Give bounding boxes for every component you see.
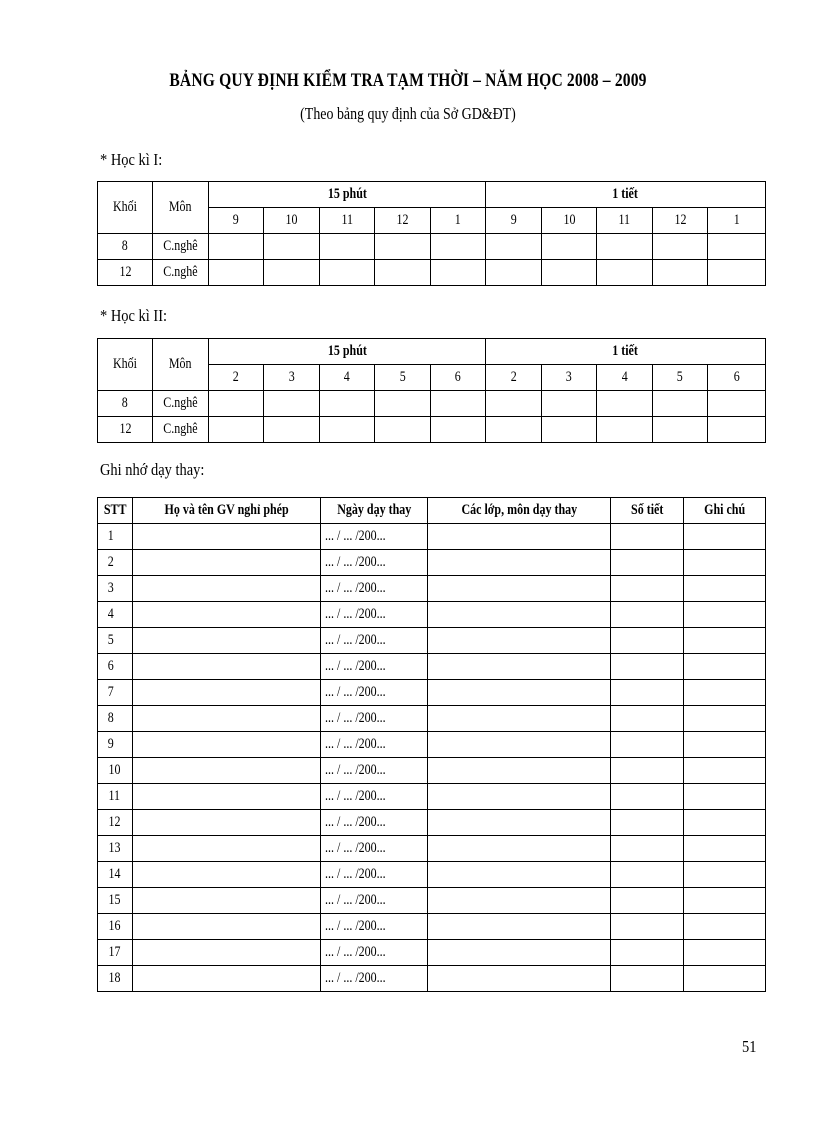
date-cell: ... / ... /200...	[321, 654, 428, 680]
table-row	[98, 966, 766, 992]
month-header: 9	[209, 208, 264, 234]
table-row	[98, 628, 766, 654]
teacher-name-cell	[133, 524, 321, 550]
semester2-table	[97, 338, 766, 443]
notes-cell	[684, 680, 766, 706]
col-khoi-header: Khối	[98, 182, 153, 234]
notes-cell	[684, 940, 766, 966]
page-title: BẢNG QUY ĐỊNH KIỂM TRA TẠM THỜI – NĂM HỌC 2008 – 2009	[169, 70, 647, 91]
month-header: 11	[320, 208, 375, 234]
table-row	[98, 862, 766, 888]
table-row	[98, 680, 766, 706]
notes-cell	[684, 576, 766, 602]
date-cell: ... / ... /200...	[321, 966, 428, 992]
stt-cell: 2	[98, 550, 133, 576]
table-row	[98, 706, 766, 732]
periods-cell	[611, 602, 684, 628]
notes-cell	[684, 836, 766, 862]
date-cell: ... / ... /200...	[321, 810, 428, 836]
classes-cell	[428, 784, 611, 810]
khoi-cell: 8	[98, 391, 153, 417]
classes-cell	[428, 914, 611, 940]
classes-cell	[428, 602, 611, 628]
mon-cell: C.nghê	[153, 417, 209, 443]
mon-cell: C.nghê	[153, 260, 209, 286]
month-header: 6	[431, 365, 486, 391]
classes-cell	[428, 732, 611, 758]
teacher-name-cell	[133, 836, 321, 862]
stt-cell: 15	[98, 888, 133, 914]
stt-cell: 9	[98, 732, 133, 758]
classes-cell	[428, 810, 611, 836]
month-header: 3	[264, 365, 320, 391]
stt-cell: 12	[98, 810, 133, 836]
stt-cell: 17	[98, 940, 133, 966]
table-row	[98, 784, 766, 810]
notes-cell	[684, 706, 766, 732]
periods-cell	[611, 576, 684, 602]
khoi-cell: 12	[98, 260, 153, 286]
group-15-phut-header: 15 phút	[209, 339, 486, 365]
group-1-tiet-header: 1 tiết	[486, 182, 766, 208]
stt-cell: 8	[98, 706, 133, 732]
table-row	[98, 758, 766, 784]
date-cell: ... / ... /200...	[321, 758, 428, 784]
month-header: 3	[542, 365, 597, 391]
periods-cell	[611, 940, 684, 966]
table-row	[98, 654, 766, 680]
classes-cell	[428, 654, 611, 680]
teacher-name-cell	[133, 784, 321, 810]
table-row	[98, 940, 766, 966]
periods-cell	[611, 784, 684, 810]
classes-cell	[428, 862, 611, 888]
col-classes-header: Các lớp, môn dạy thay	[428, 498, 611, 524]
notes-cell	[684, 758, 766, 784]
notes-cell	[684, 784, 766, 810]
month-header: 4	[320, 365, 375, 391]
notes-cell	[684, 966, 766, 992]
periods-cell	[611, 654, 684, 680]
date-cell: ... / ... /200...	[321, 836, 428, 862]
group-15-phut-header: 15 phút	[209, 182, 486, 208]
teacher-name-cell	[133, 706, 321, 732]
substitute-rows	[98, 524, 766, 992]
stt-cell: 14	[98, 862, 133, 888]
mon-cell: C.nghê	[153, 391, 209, 417]
substitute-table	[97, 497, 766, 992]
teacher-name-cell	[133, 732, 321, 758]
teacher-name-cell	[133, 966, 321, 992]
classes-cell	[428, 576, 611, 602]
khoi-cell: 8	[98, 234, 153, 260]
month-header: 6	[708, 365, 766, 391]
date-cell: ... / ... /200...	[321, 862, 428, 888]
date-cell: ... / ... /200...	[321, 628, 428, 654]
table-row	[98, 914, 766, 940]
classes-cell	[428, 524, 611, 550]
teacher-name-cell	[133, 862, 321, 888]
table-header-row	[98, 498, 766, 524]
classes-cell	[428, 628, 611, 654]
stt-cell: 5	[98, 628, 133, 654]
date-cell: ... / ... /200...	[321, 524, 428, 550]
semester2-heading: * Học kì II:	[100, 306, 168, 325]
teacher-name-cell	[133, 810, 321, 836]
page-number: 51	[742, 1037, 757, 1056]
teacher-name-cell	[133, 758, 321, 784]
khoi-cell: 12	[98, 417, 153, 443]
table-row	[98, 524, 766, 550]
month-header: 5	[375, 365, 431, 391]
stt-cell: 3	[98, 576, 133, 602]
col-date-header: Ngày dạy thay	[321, 498, 428, 524]
month-header: 5	[653, 365, 708, 391]
teacher-name-cell	[133, 940, 321, 966]
col-teacher-name-header: Họ và tên GV nghỉ phép	[133, 498, 321, 524]
month-header: 9	[486, 208, 542, 234]
semester1-table	[97, 181, 766, 286]
classes-cell	[428, 706, 611, 732]
month-header: 4	[597, 365, 653, 391]
periods-cell	[611, 732, 684, 758]
notes-cell	[684, 810, 766, 836]
teacher-name-cell	[133, 914, 321, 940]
month-header: 10	[542, 208, 597, 234]
teacher-name-cell	[133, 654, 321, 680]
periods-cell	[611, 706, 684, 732]
col-khoi-header: Khối	[98, 339, 153, 391]
month-header: 1	[431, 208, 486, 234]
month-header: 12	[375, 208, 431, 234]
month-header: 11	[597, 208, 653, 234]
notes-cell	[684, 732, 766, 758]
periods-cell	[611, 836, 684, 862]
date-cell: ... / ... /200...	[321, 914, 428, 940]
date-cell: ... / ... /200...	[321, 602, 428, 628]
table-row	[98, 576, 766, 602]
stt-cell: 11	[98, 784, 133, 810]
col-stt-header: STT	[98, 498, 133, 524]
periods-cell	[611, 628, 684, 654]
date-cell: ... / ... /200...	[321, 550, 428, 576]
periods-cell	[611, 524, 684, 550]
table-row	[98, 810, 766, 836]
col-mon-header: Môn	[153, 182, 209, 234]
date-cell: ... / ... /200...	[321, 706, 428, 732]
page-subtitle: (Theo bảng quy định của Sở GD&ĐT)	[300, 104, 516, 123]
classes-cell	[428, 940, 611, 966]
table-row	[98, 417, 766, 443]
table-row	[98, 732, 766, 758]
month-header: 12	[653, 208, 708, 234]
periods-cell	[611, 888, 684, 914]
month-header: 2	[486, 365, 542, 391]
stt-cell: 1	[98, 524, 133, 550]
stt-cell: 13	[98, 836, 133, 862]
month-header: 10	[264, 208, 320, 234]
mon-cell: C.nghê	[153, 234, 209, 260]
date-cell: ... / ... /200...	[321, 784, 428, 810]
table-row	[98, 602, 766, 628]
classes-cell	[428, 758, 611, 784]
month-header: 1	[708, 208, 766, 234]
classes-cell	[428, 550, 611, 576]
table-row	[98, 836, 766, 862]
notes-cell	[684, 888, 766, 914]
stt-cell: 4	[98, 602, 133, 628]
teacher-name-cell	[133, 576, 321, 602]
notes-cell	[684, 628, 766, 654]
notes-cell	[684, 524, 766, 550]
periods-cell	[611, 758, 684, 784]
col-mon-header: Môn	[153, 339, 209, 391]
date-cell: ... / ... /200...	[321, 576, 428, 602]
notes-cell	[684, 914, 766, 940]
teacher-name-cell	[133, 628, 321, 654]
teacher-name-cell	[133, 550, 321, 576]
month-header: 2	[209, 365, 264, 391]
stt-cell: 18	[98, 966, 133, 992]
stt-cell: 10	[98, 758, 133, 784]
notes-cell	[684, 602, 766, 628]
table-row	[98, 550, 766, 576]
semester1-heading: * Học kì I:	[100, 150, 163, 169]
table-row	[98, 888, 766, 914]
classes-cell	[428, 966, 611, 992]
periods-cell	[611, 550, 684, 576]
group-1-tiet-header: 1 tiết	[486, 339, 766, 365]
date-cell: ... / ... /200...	[321, 888, 428, 914]
date-cell: ... / ... /200...	[321, 732, 428, 758]
classes-cell	[428, 888, 611, 914]
periods-cell	[611, 862, 684, 888]
teacher-name-cell	[133, 680, 321, 706]
stt-cell: 7	[98, 680, 133, 706]
notes-cell	[684, 654, 766, 680]
teacher-name-cell	[133, 602, 321, 628]
col-periods-header: Số tiết	[611, 498, 684, 524]
col-notes-header: Ghi chú	[684, 498, 766, 524]
table-row	[98, 234, 766, 260]
substitute-heading: Ghi nhớ dạy thay:	[100, 460, 205, 479]
periods-cell	[611, 966, 684, 992]
stt-cell: 16	[98, 914, 133, 940]
periods-cell	[611, 680, 684, 706]
table-row	[98, 391, 766, 417]
periods-cell	[611, 810, 684, 836]
notes-cell	[684, 550, 766, 576]
notes-cell	[684, 862, 766, 888]
table-row	[98, 260, 766, 286]
classes-cell	[428, 680, 611, 706]
date-cell: ... / ... /200...	[321, 940, 428, 966]
date-cell: ... / ... /200...	[321, 680, 428, 706]
stt-cell: 6	[98, 654, 133, 680]
classes-cell	[428, 836, 611, 862]
periods-cell	[611, 914, 684, 940]
teacher-name-cell	[133, 888, 321, 914]
